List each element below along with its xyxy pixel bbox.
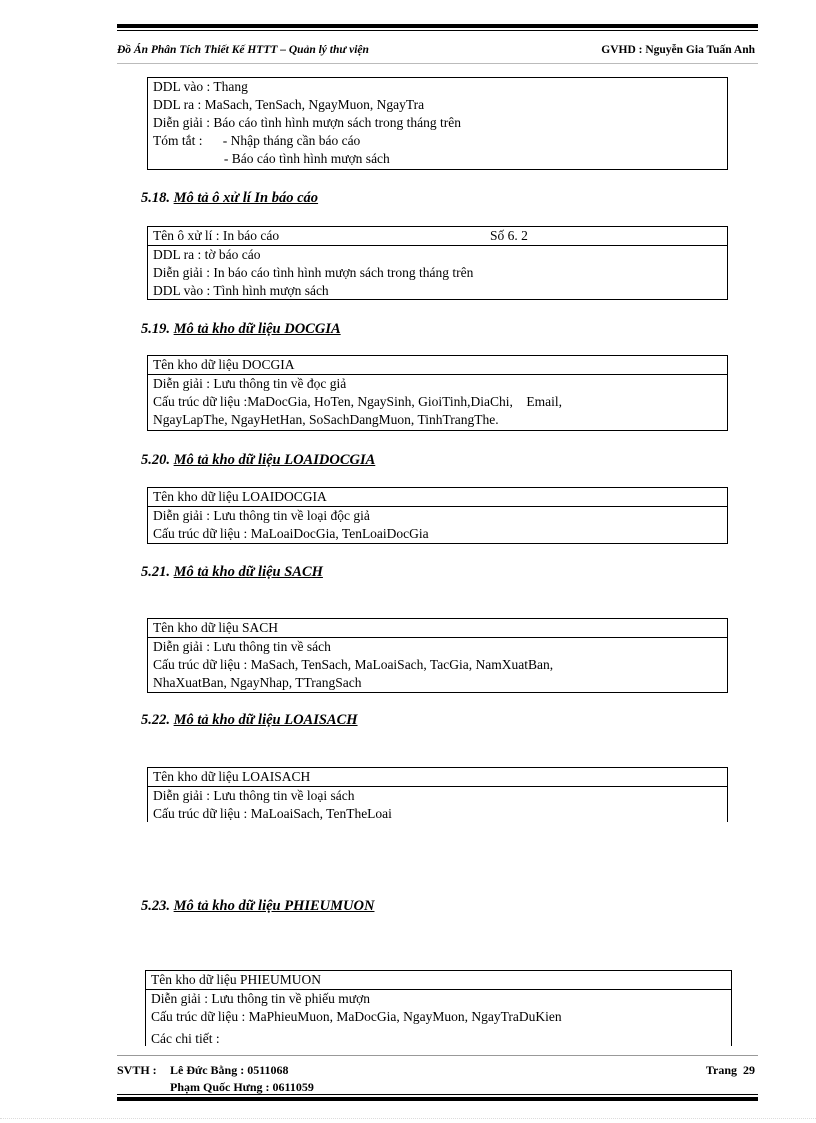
process-box-in-bao-cao bbox=[147, 226, 728, 300]
box-header-row: Tên kho dữ liệu LOAIDOCGIA bbox=[148, 488, 727, 507]
box-line: DDL ra : tờ báo cáo bbox=[153, 247, 261, 262]
header-underline bbox=[117, 63, 758, 64]
box-line: Cấu trúc dữ liệu : MaLoaiDocGia, TenLoaiDocGia bbox=[153, 526, 429, 541]
box-line: Cấu trúc dữ liệu : MaSach, TenSach, MaLoaiSach, TacGia, NamXuatBan, bbox=[153, 657, 554, 672]
section-heading-5-20 bbox=[141, 452, 375, 469]
section-title: Mô tả kho dữ liệu PHIEUMUON bbox=[173, 898, 375, 914]
section-title: Mô tả kho dữ liệu LOAISACH bbox=[173, 712, 358, 728]
datastore-box-phieumuon bbox=[145, 970, 732, 1046]
footer-label: SVTH : bbox=[117, 1063, 157, 1077]
section-heading-5-19 bbox=[141, 321, 341, 338]
box-line: Cấu trúc dữ liệu :MaDocGia, HoTen, NgaySinh, GioiTinh,DiaChi, Email, bbox=[153, 394, 562, 409]
section-number: 5.18. bbox=[141, 190, 170, 206]
footer-rule-top bbox=[117, 1055, 758, 1056]
section-title: Mô tả kho dữ liệu LOAIDOCGIA bbox=[173, 452, 376, 468]
section-number: 5.22. bbox=[141, 712, 170, 728]
box-line: Diễn giải : Lưu thông tin về đọc giả bbox=[153, 376, 347, 391]
datastore-box-docgia bbox=[147, 355, 728, 431]
section-title: Mô tả ô xử lí In báo cáo bbox=[173, 190, 319, 206]
section-number: 5.21. bbox=[141, 564, 170, 580]
process-name: Tên ô xử lí : In báo cáo bbox=[153, 228, 280, 243]
datastore-box-loaisach bbox=[147, 767, 728, 822]
box-line: Diễn giải : In báo cáo tình hình mượn sách trong tháng trên bbox=[153, 265, 474, 280]
box-line: NhaXuatBan, NgayNhap, TTrangSach bbox=[153, 675, 362, 690]
box-line: Diễn giải : Lưu thông tin về sách bbox=[153, 639, 331, 654]
box-header-row: Tên kho dữ liệu SACH bbox=[148, 619, 727, 638]
process-number: Số 6. 2 bbox=[490, 228, 528, 243]
box-line: Diễn giải : Lưu thông tin về loại sách bbox=[153, 788, 355, 803]
footer-student-2: Phạm Quốc Hưng : 0611059 bbox=[170, 1080, 314, 1094]
box-header-row: Tên kho dữ liệu PHIEUMUON bbox=[146, 971, 731, 990]
header-rule-thin bbox=[117, 30, 758, 31]
box-line: Cấu trúc dữ liệu : MaLoaiSach, TenTheLoai bbox=[153, 806, 392, 821]
document-header-title: Đồ Án Phân Tích Thiết Kế HTTT – Quản lý thư viện bbox=[117, 44, 369, 56]
box-line: DDL vào : Thang bbox=[153, 79, 248, 94]
footer-student-1: Lê Đức Bằng : 0511068 bbox=[170, 1063, 289, 1077]
box-header-row: Tên kho dữ liệu DOCGIA bbox=[148, 356, 727, 375]
box-line: Diễn giải : Báo cáo tình hình mượn sách trong tháng trên bbox=[153, 115, 462, 130]
section-heading-5-23 bbox=[141, 898, 374, 915]
box-line: DDL ra : MaSach, TenSach, NgayMuon, NgayTra bbox=[153, 97, 425, 112]
section-title: Mô tả kho dữ liệu SACH bbox=[173, 564, 323, 580]
box-line: Diễn giải : Lưu thông tin về phiếu mượn bbox=[151, 991, 370, 1006]
box-header-row: Tên kho dữ liệu LOAISACH bbox=[148, 768, 727, 787]
section-heading-5-18 bbox=[141, 190, 318, 207]
advisor-name: GVHD : Nguyễn Gia Tuấn Anh bbox=[601, 44, 755, 56]
box-line: DDL vào : Tình hình mượn sách bbox=[153, 283, 329, 298]
page-number: Trang 29 bbox=[705, 1063, 755, 1077]
box-header-row bbox=[148, 227, 727, 246]
box-line: Diễn giải : Lưu thông tin về loại độc giả bbox=[153, 508, 370, 523]
datastore-box-loaidocgia bbox=[147, 487, 728, 544]
section-number: 5.19. bbox=[141, 321, 170, 337]
section-number: 5.20. bbox=[141, 452, 170, 468]
page-edge bbox=[0, 1118, 816, 1119]
section-title: Mô tả kho dữ liệu DOCGIA bbox=[173, 321, 341, 337]
process-description-box-continued bbox=[147, 77, 728, 170]
box-line: - Báo cáo tình hình mượn sách bbox=[153, 151, 390, 166]
section-heading-5-22 bbox=[141, 712, 358, 729]
footer-rule-thin bbox=[117, 1094, 758, 1095]
footer-rule-thick bbox=[117, 1097, 758, 1101]
section-number: 5.23. bbox=[141, 898, 170, 914]
box-line: Tóm tắt : - Nhập tháng cần báo cáo bbox=[153, 133, 361, 148]
box-line: Các chi tiết : bbox=[151, 1031, 220, 1046]
section-heading-5-21 bbox=[141, 564, 323, 581]
box-line: Cấu trúc dữ liệu : MaPhieuMuon, MaDocGia, NgayMuon, NgayTraDuKien bbox=[151, 1009, 562, 1024]
box-line: NgayLapThe, NgayHetHan, SoSachDangMuon, TinhTrangThe. bbox=[153, 412, 499, 427]
datastore-box-sach bbox=[147, 618, 728, 693]
header-rule-thick bbox=[117, 24, 758, 28]
